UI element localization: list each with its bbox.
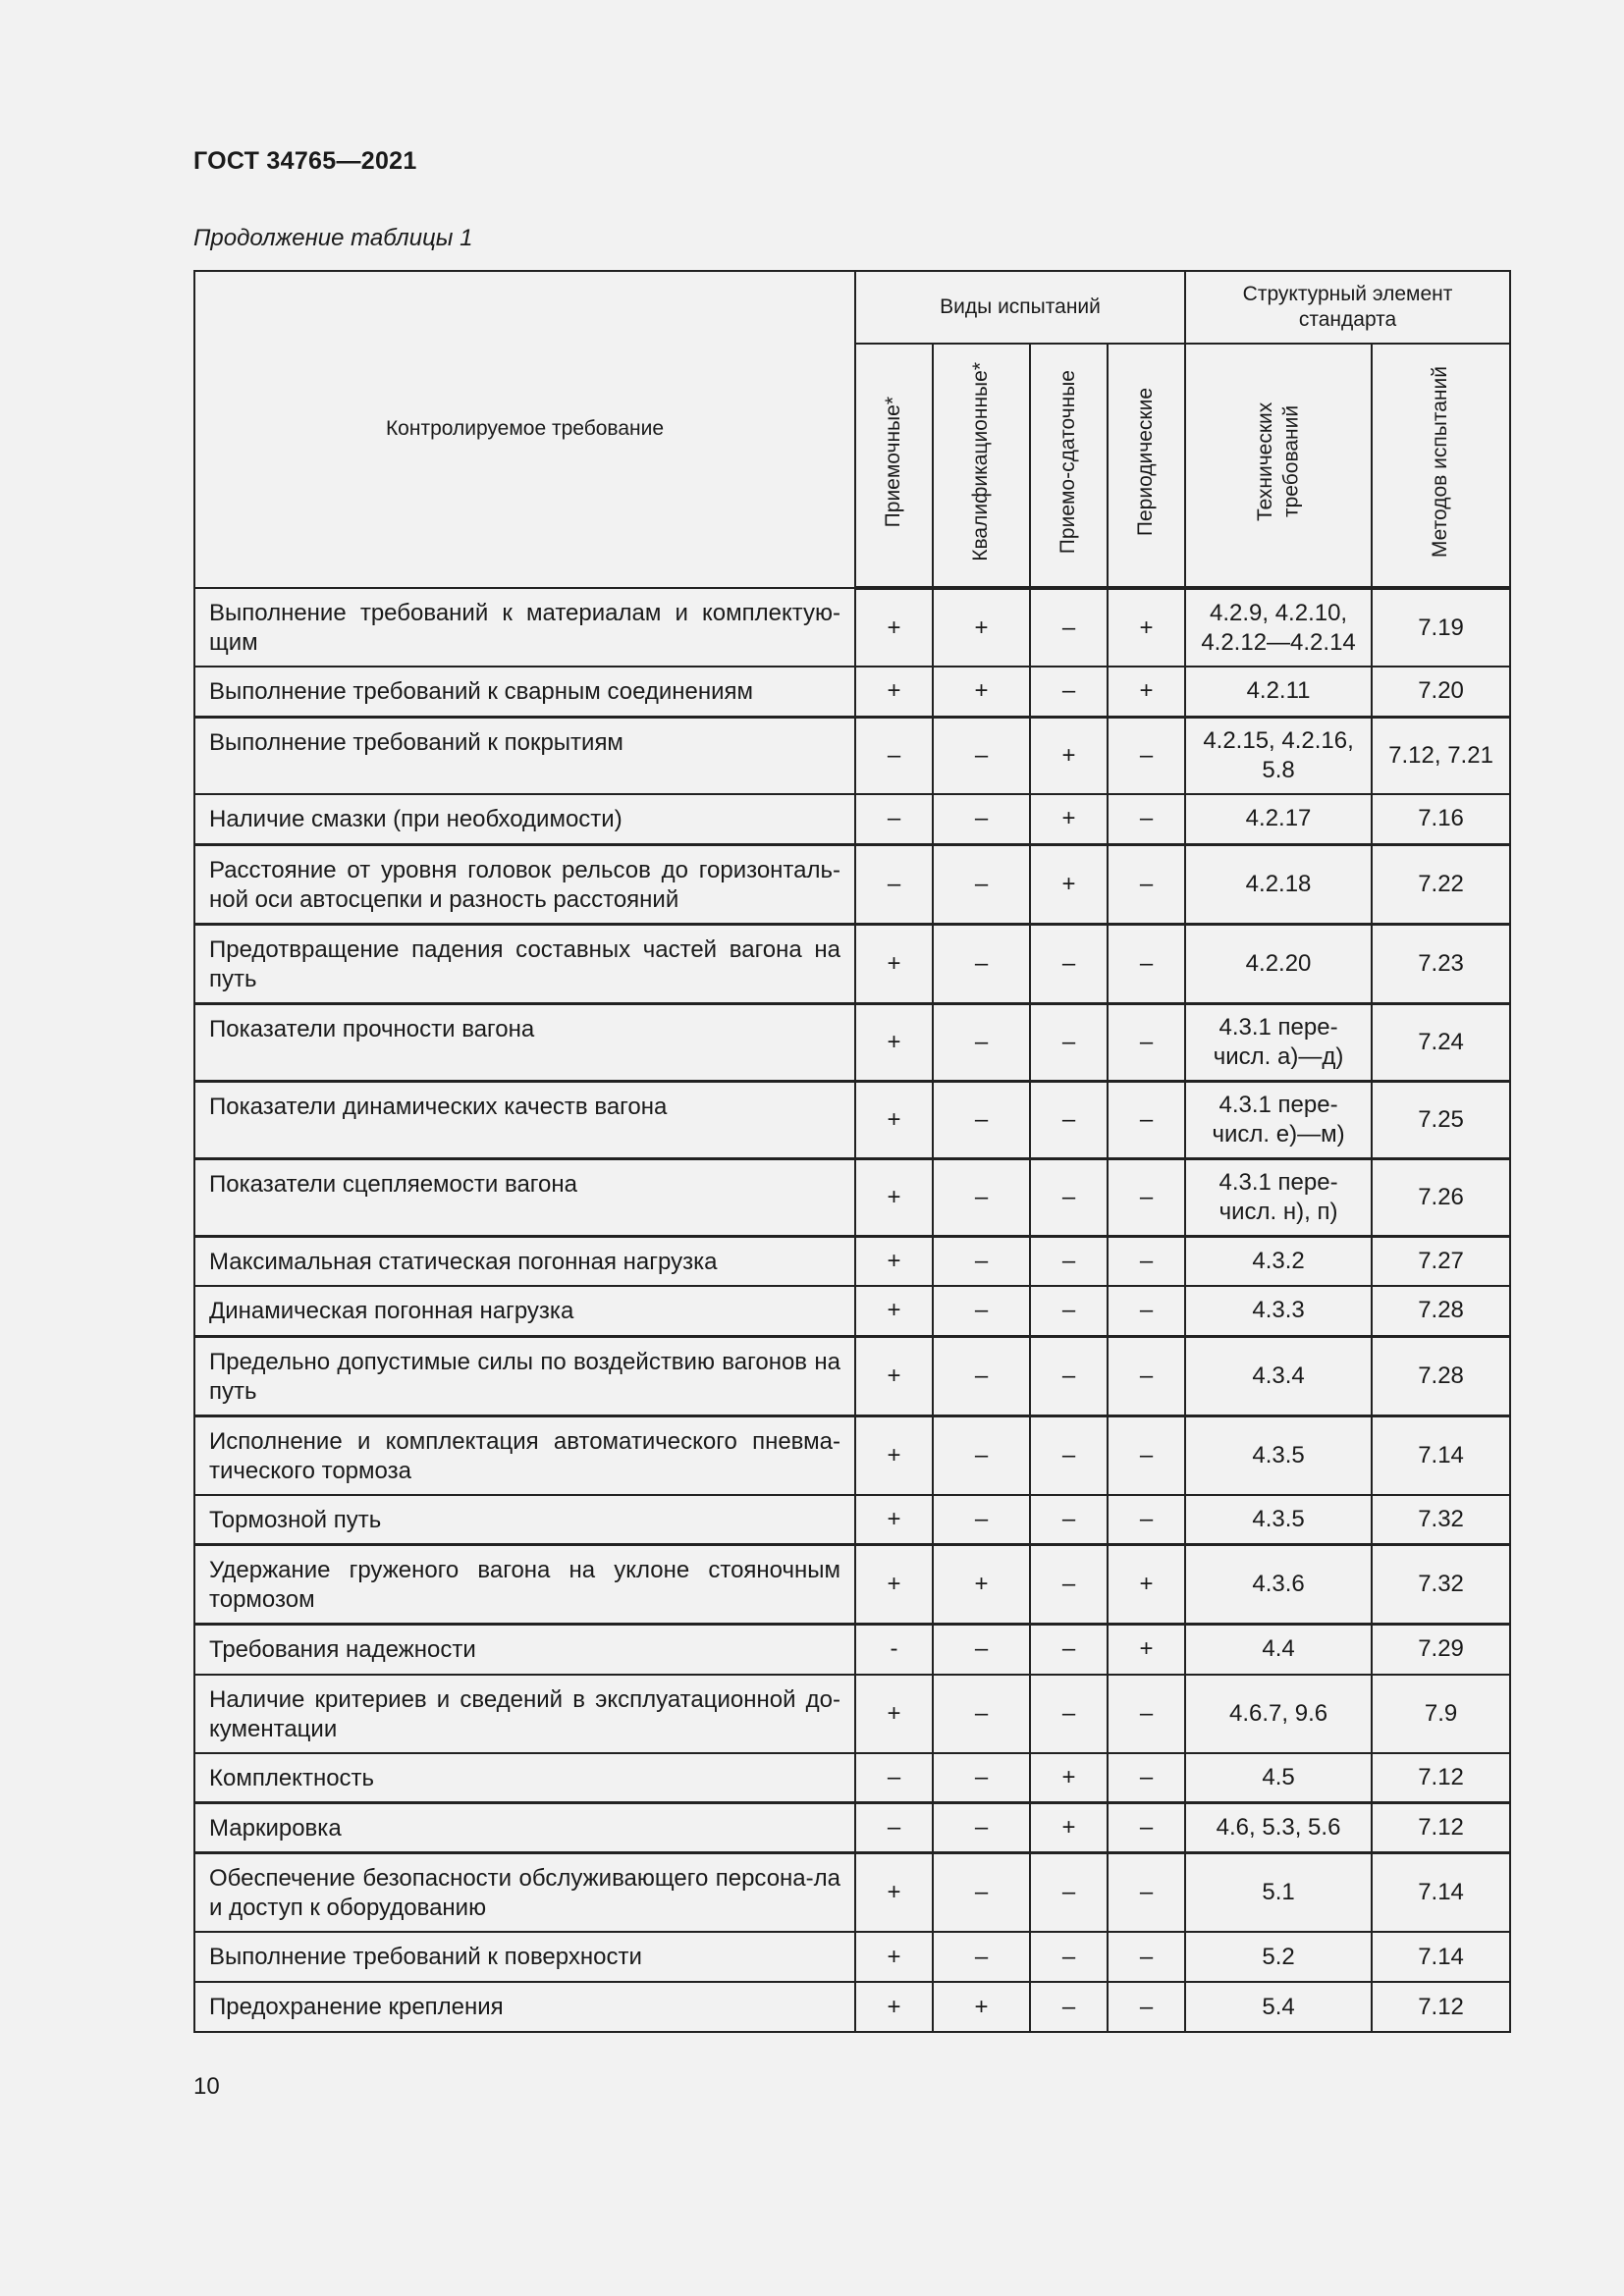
- requirement-cell: Тормозной путь: [194, 1495, 855, 1545]
- tech-requirement-ref-cell: 5.4: [1185, 1982, 1372, 2032]
- test-mark-cell: –: [855, 717, 933, 794]
- test-mark-cell: –: [933, 1803, 1030, 1853]
- test-mark-cell: –: [1108, 1753, 1185, 1803]
- test-mark-cell: +: [855, 1675, 933, 1753]
- test-mark-cell: –: [1108, 924, 1185, 1003]
- header-test-methods-label: Методов испытаний: [1429, 365, 1452, 558]
- test-mark-cell: +: [933, 1982, 1030, 2032]
- test-method-ref-cell: 7.14: [1372, 1853, 1510, 1933]
- table-row: [194, 1753, 1510, 1803]
- tech-requirement-ref-cell: 4.2.17: [1185, 794, 1372, 844]
- requirement-cell: Выполнение требований к покрытиям: [194, 717, 855, 794]
- test-mark-cell: –: [1108, 717, 1185, 794]
- table-row: [194, 1803, 1510, 1853]
- table-row: [194, 1545, 1510, 1625]
- table-row: [194, 717, 1510, 794]
- requirement-cell: Исполнение и комплектация автоматического пневма-тического тормоза: [194, 1415, 855, 1495]
- test-mark-cell: –: [855, 1753, 933, 1803]
- requirement-cell: Предохранение крепления: [194, 1982, 855, 2032]
- header-tech-req-label: Технических требований: [1253, 401, 1303, 521]
- requirement-cell: Обеспечение безопасности обслуживающего персона-ла и доступ к оборудованию: [194, 1853, 855, 1933]
- tech-requirement-ref-cell: 4.2.18: [1185, 844, 1372, 924]
- test-method-ref-cell: 7.12: [1372, 1982, 1510, 2032]
- test-mark-cell: +: [855, 1495, 933, 1545]
- tech-requirement-ref-cell: 4.2.20: [1185, 924, 1372, 1003]
- test-mark-cell: –: [1030, 667, 1108, 717]
- test-mark-cell: –: [1030, 1982, 1108, 2032]
- test-mark-cell: –: [1030, 1932, 1108, 1982]
- test-mark-cell: +: [855, 1545, 933, 1625]
- test-method-ref-cell: 7.29: [1372, 1625, 1510, 1675]
- tech-requirement-ref-cell: 4.3.1 пере-числ. е)—м): [1185, 1081, 1372, 1158]
- test-mark-cell: +: [1108, 667, 1185, 717]
- test-mark-cell: –: [933, 1495, 1030, 1545]
- test-mark-cell: –: [933, 1932, 1030, 1982]
- tech-requirement-ref-cell: 5.1: [1185, 1853, 1372, 1933]
- test-mark-cell: –: [933, 924, 1030, 1003]
- requirement-cell: Показатели динамических качеств вагона: [194, 1081, 855, 1158]
- table-row: [194, 1415, 1510, 1495]
- header-periodic-label: Периодические: [1134, 387, 1158, 536]
- table-row: [194, 1625, 1510, 1675]
- requirement-cell: Показатели прочности вагона: [194, 1003, 855, 1081]
- tech-requirement-ref-cell: 4.3.1 пере-числ. н), п): [1185, 1158, 1372, 1236]
- tech-requirement-ref-cell: 4.3.5: [1185, 1495, 1372, 1545]
- table-row: [194, 1853, 1510, 1933]
- document-header: ГОСТ 34765—2021: [193, 147, 417, 175]
- test-mark-cell: –: [1030, 1495, 1108, 1545]
- tech-requirement-ref-cell: 4.2.15, 4.2.16, 5.8: [1185, 717, 1372, 794]
- requirement-cell: Удержание груженого вагона на уклоне стояночным тормозом: [194, 1545, 855, 1625]
- table-row: [194, 1081, 1510, 1158]
- test-mark-cell: +: [855, 1286, 933, 1336]
- test-mark-cell: –: [1108, 1003, 1185, 1081]
- header-structure: Структурный элемент стандарта: [1185, 271, 1510, 344]
- tech-requirement-ref-cell: 5.2: [1185, 1932, 1372, 1982]
- requirement-cell: Выполнение требований к материалам и комплектую-щим: [194, 588, 855, 667]
- test-mark-cell: –: [1108, 1236, 1185, 1286]
- test-method-ref-cell: 7.16: [1372, 794, 1510, 844]
- test-mark-cell: –: [1030, 1853, 1108, 1933]
- test-mark-cell: –: [933, 1081, 1030, 1158]
- test-method-ref-cell: 7.14: [1372, 1932, 1510, 1982]
- test-mark-cell: +: [1030, 844, 1108, 924]
- test-mark-cell: +: [855, 1336, 933, 1415]
- test-mark-cell: –: [1030, 1545, 1108, 1625]
- test-mark-cell: +: [855, 667, 933, 717]
- test-mark-cell: –: [1108, 1803, 1185, 1853]
- tech-requirement-ref-cell: 4.2.11: [1185, 667, 1372, 717]
- test-method-ref-cell: 7.12, 7.21: [1372, 717, 1510, 794]
- test-method-ref-cell: 7.22: [1372, 844, 1510, 924]
- test-mark-cell: +: [855, 1932, 933, 1982]
- table-row: [194, 844, 1510, 924]
- test-mark-cell: +: [933, 1545, 1030, 1625]
- test-mark-cell: –: [1108, 1853, 1185, 1933]
- requirement-cell: Предотвращение падения составных частей вагона на путь: [194, 924, 855, 1003]
- test-method-ref-cell: 7.23: [1372, 924, 1510, 1003]
- test-mark-cell: –: [933, 1675, 1030, 1753]
- test-mark-cell: +: [855, 1003, 933, 1081]
- table-row: [194, 1495, 1510, 1545]
- test-method-ref-cell: 7.25: [1372, 1081, 1510, 1158]
- test-mark-cell: –: [933, 1415, 1030, 1495]
- requirement-cell: Показатели сцепляемости вагона: [194, 1158, 855, 1236]
- header-test-methods: [1372, 344, 1510, 588]
- header-requirement: Контролируемое требование: [194, 271, 855, 588]
- test-mark-cell: +: [933, 588, 1030, 667]
- test-mark-cell: +: [855, 588, 933, 667]
- test-mark-cell: –: [1108, 1336, 1185, 1415]
- test-mark-cell: +: [855, 1982, 933, 2032]
- test-method-ref-cell: 7.24: [1372, 1003, 1510, 1081]
- test-method-ref-cell: 7.28: [1372, 1286, 1510, 1336]
- table-row: [194, 1286, 1510, 1336]
- test-mark-cell: –: [1030, 1625, 1108, 1675]
- requirement-cell: Наличие смазки (при необходимости): [194, 794, 855, 844]
- requirement-cell: Маркировка: [194, 1803, 855, 1853]
- tech-requirement-ref-cell: 4.3.3: [1185, 1286, 1372, 1336]
- table-row: [194, 1158, 1510, 1236]
- test-mark-cell: –: [855, 1803, 933, 1853]
- test-method-ref-cell: 7.20: [1372, 667, 1510, 717]
- header-delivery: [1030, 344, 1108, 588]
- test-mark-cell: -: [855, 1625, 933, 1675]
- test-mark-cell: –: [933, 1003, 1030, 1081]
- test-mark-cell: –: [1108, 1158, 1185, 1236]
- test-mark-cell: –: [1108, 1675, 1185, 1753]
- test-method-ref-cell: 7.19: [1372, 588, 1510, 667]
- test-method-ref-cell: 7.14: [1372, 1415, 1510, 1495]
- test-mark-cell: +: [1030, 1803, 1108, 1853]
- test-mark-cell: –: [933, 794, 1030, 844]
- tech-requirement-ref-cell: 4.3.6: [1185, 1545, 1372, 1625]
- test-mark-cell: –: [1108, 1415, 1185, 1495]
- tech-requirement-ref-cell: 4.4: [1185, 1625, 1372, 1675]
- test-mark-cell: +: [855, 1236, 933, 1286]
- header-test-types: Виды испытаний: [855, 271, 1185, 344]
- test-mark-cell: –: [1030, 1286, 1108, 1336]
- test-mark-cell: –: [1108, 1932, 1185, 1982]
- header-acceptance-label: Приемочные*: [882, 396, 905, 528]
- test-mark-cell: –: [1030, 588, 1108, 667]
- test-method-ref-cell: 7.26: [1372, 1158, 1510, 1236]
- tech-requirement-ref-cell: 4.6, 5.3, 5.6: [1185, 1803, 1372, 1853]
- test-mark-cell: –: [1030, 1081, 1108, 1158]
- test-mark-cell: +: [855, 1415, 933, 1495]
- test-mark-cell: –: [933, 1286, 1030, 1336]
- test-mark-cell: +: [855, 1081, 933, 1158]
- test-mark-cell: –: [933, 1853, 1030, 1933]
- table-row: [194, 588, 1510, 667]
- test-mark-cell: +: [1108, 1625, 1185, 1675]
- requirement-cell: Наличие критериев и сведений в эксплуатационной до-кументации: [194, 1675, 855, 1753]
- test-mark-cell: +: [1030, 794, 1108, 844]
- test-mark-cell: –: [933, 1336, 1030, 1415]
- test-mark-cell: +: [1030, 1753, 1108, 1803]
- page-number: 10: [193, 2073, 220, 2100]
- table-row: [194, 1236, 1510, 1286]
- test-mark-cell: –: [855, 794, 933, 844]
- table-row: [194, 1336, 1510, 1415]
- requirement-cell: Выполнение требований к поверхности: [194, 1932, 855, 1982]
- table-row: [194, 667, 1510, 717]
- table-row: [194, 1982, 1510, 2032]
- test-mark-cell: –: [1108, 1081, 1185, 1158]
- test-method-ref-cell: 7.12: [1372, 1803, 1510, 1853]
- test-mark-cell: –: [1030, 1003, 1108, 1081]
- table-caption: Продолжение таблицы 1: [193, 225, 473, 251]
- test-mark-cell: +: [1108, 588, 1185, 667]
- tech-requirement-ref-cell: 4.3.2: [1185, 1236, 1372, 1286]
- test-method-ref-cell: 7.32: [1372, 1495, 1510, 1545]
- test-mark-cell: –: [933, 1753, 1030, 1803]
- tech-requirement-ref-cell: 4.3.4: [1185, 1336, 1372, 1415]
- test-mark-cell: +: [855, 1853, 933, 1933]
- table-row: [194, 1003, 1510, 1081]
- table-row: [194, 794, 1510, 844]
- test-mark-cell: –: [1108, 844, 1185, 924]
- test-mark-cell: –: [933, 717, 1030, 794]
- table-row: [194, 1932, 1510, 1982]
- requirement-cell: Предельно допустимые силы по воздействию вагонов на путь: [194, 1336, 855, 1415]
- test-mark-cell: –: [1030, 1336, 1108, 1415]
- test-method-ref-cell: 7.28: [1372, 1336, 1510, 1415]
- header-periodic: [1108, 344, 1185, 588]
- test-mark-cell: –: [1030, 1415, 1108, 1495]
- requirement-cell: Расстояние от уровня головок рельсов до горизонталь-ной оси автосцепки и разность расстояний: [194, 844, 855, 924]
- tech-requirement-ref-cell: 4.2.9, 4.2.10, 4.2.12—4.2.14: [1185, 588, 1372, 667]
- requirement-cell: Выполнение требований к сварным соединениям: [194, 667, 855, 717]
- header-delivery-label: Приемо-сдаточные: [1056, 369, 1080, 554]
- test-mark-cell: –: [933, 1625, 1030, 1675]
- requirement-cell: Комплектность: [194, 1753, 855, 1803]
- header-tech-req: [1185, 344, 1372, 588]
- requirements-table: [193, 270, 1511, 2033]
- test-mark-cell: –: [1030, 1158, 1108, 1236]
- test-mark-cell: –: [933, 1158, 1030, 1236]
- tech-requirement-ref-cell: 4.3.1 пере-числ. а)—д): [1185, 1003, 1372, 1081]
- requirement-cell: Требования надежности: [194, 1625, 855, 1675]
- test-mark-cell: –: [933, 844, 1030, 924]
- test-mark-cell: –: [1030, 924, 1108, 1003]
- test-method-ref-cell: 7.12: [1372, 1753, 1510, 1803]
- tech-requirement-ref-cell: 4.5: [1185, 1753, 1372, 1803]
- tech-requirement-ref-cell: 4.6.7, 9.6: [1185, 1675, 1372, 1753]
- test-mark-cell: –: [855, 844, 933, 924]
- test-mark-cell: +: [1108, 1545, 1185, 1625]
- test-mark-cell: –: [933, 1236, 1030, 1286]
- header-qualification: [933, 344, 1030, 588]
- header-acceptance: [855, 344, 933, 588]
- test-method-ref-cell: 7.32: [1372, 1545, 1510, 1625]
- requirement-cell: Динамическая погонная нагрузка: [194, 1286, 855, 1336]
- table-body: [194, 588, 1510, 2032]
- test-mark-cell: +: [855, 1158, 933, 1236]
- header-qualification-label: Квалификационные*: [969, 362, 993, 561]
- test-mark-cell: +: [933, 667, 1030, 717]
- test-mark-cell: –: [1108, 1495, 1185, 1545]
- table-row: [194, 924, 1510, 1003]
- table-row: [194, 1675, 1510, 1753]
- test-mark-cell: +: [1030, 717, 1108, 794]
- test-mark-cell: –: [1108, 1982, 1185, 2032]
- test-method-ref-cell: 7.9: [1372, 1675, 1510, 1753]
- tech-requirement-ref-cell: 4.3.5: [1185, 1415, 1372, 1495]
- test-method-ref-cell: 7.27: [1372, 1236, 1510, 1286]
- test-mark-cell: –: [1108, 794, 1185, 844]
- test-mark-cell: +: [855, 924, 933, 1003]
- test-mark-cell: –: [1030, 1236, 1108, 1286]
- test-mark-cell: –: [1108, 1286, 1185, 1336]
- test-mark-cell: –: [1030, 1675, 1108, 1753]
- requirement-cell: Максимальная статическая погонная нагрузка: [194, 1236, 855, 1286]
